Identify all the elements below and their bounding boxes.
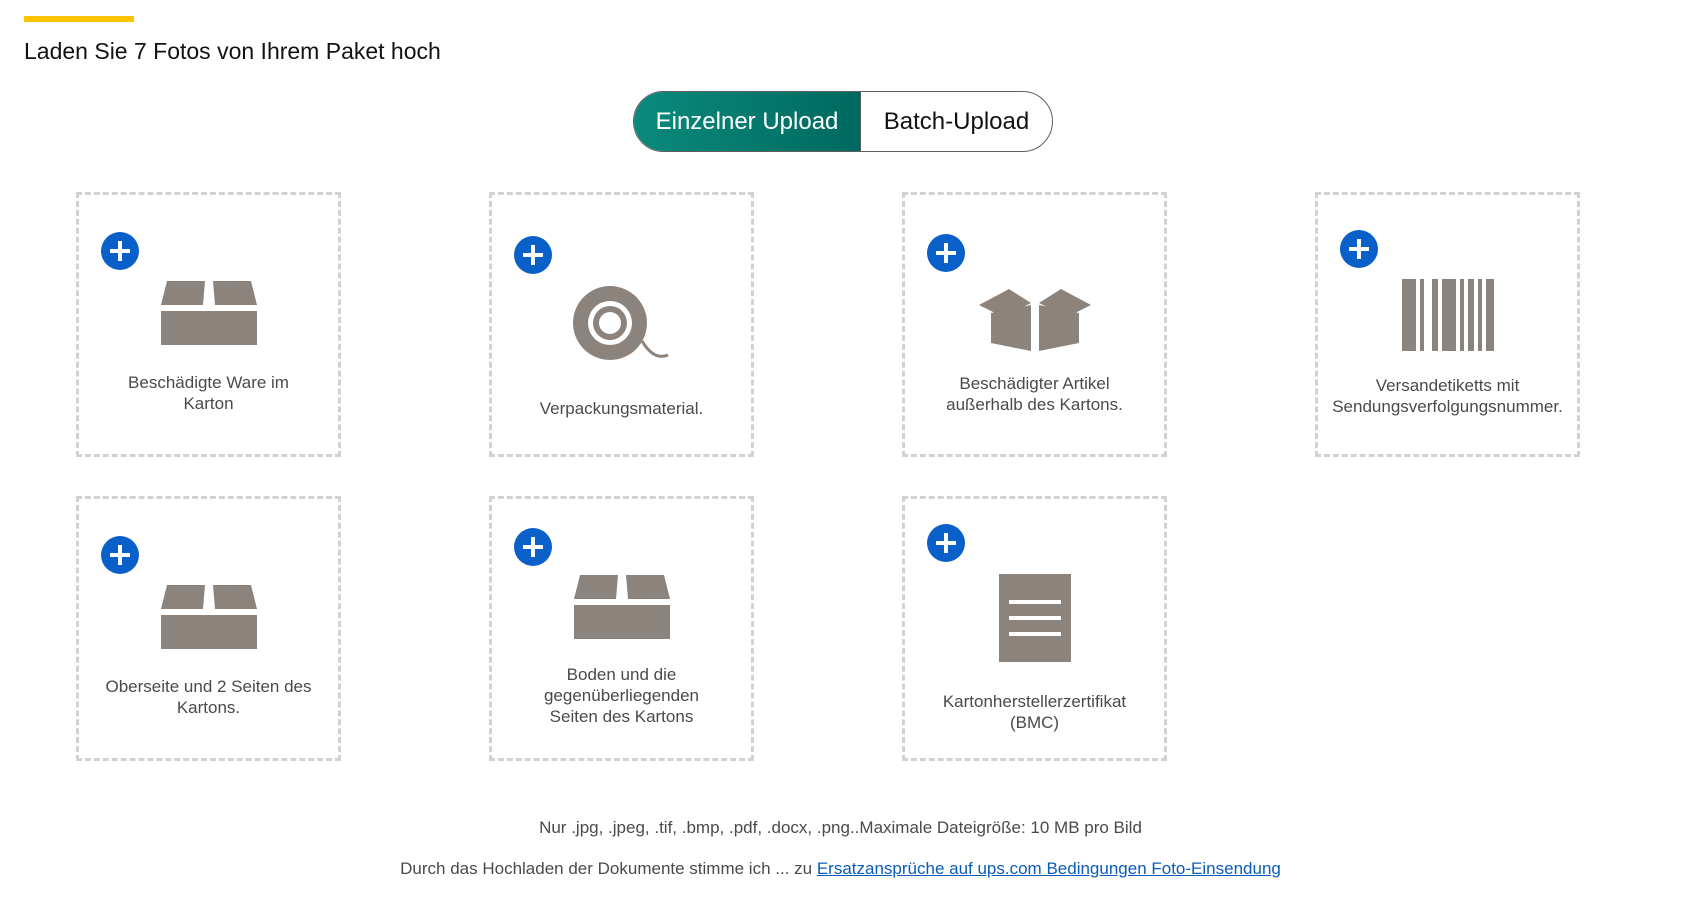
single-upload-tab[interactable]: Einzelner Upload [634, 92, 860, 151]
tile-label: Beschädigter Artikel außerhalb des Kartons. [946, 374, 1123, 414]
upload-tile-damaged-goods-in-box[interactable] [76, 192, 341, 457]
tile-label: Beschädigte Ware im Karton [128, 373, 289, 413]
add-photo-plus-icon[interactable] [514, 236, 552, 274]
upload-tile-packaging-material[interactable] [489, 192, 754, 457]
page-title: Laden Sie 7 Fotos von Ihrem Paket hoch [24, 38, 441, 64]
upload-tile-top-and-two-sides[interactable] [76, 496, 341, 761]
add-photo-plus-icon[interactable] [927, 524, 965, 562]
consent-text: Durch das Hochladen der Dokumente stimme ich ... zu [400, 859, 817, 878]
tile-label: Boden und die gegenüberliegenden Seiten des Kartons [543, 665, 700, 726]
add-photo-plus-icon[interactable] [927, 234, 965, 272]
consent-note [0, 859, 1681, 879]
upload-tile-box-maker-certificate[interactable] [902, 496, 1167, 761]
add-photo-plus-icon[interactable] [1340, 230, 1378, 268]
tile-label: Versandetiketts mit Sendungsverfolgungsnummer. [1332, 376, 1563, 416]
closed-box-icon [161, 585, 257, 649]
batch-upload-tab[interactable]: Batch-Upload [860, 92, 1052, 151]
closed-box-icon [574, 575, 670, 639]
closed-box-icon [161, 281, 257, 345]
tile-label: Oberseite und 2 Seiten des Kartons. [105, 677, 312, 717]
document-icon [999, 574, 1071, 662]
barcode-icon [1402, 279, 1494, 351]
add-photo-plus-icon[interactable] [514, 528, 552, 566]
terms-link[interactable]: Ersatzansprüche auf ups.com Bedingungen Foto-Einsendung [816, 859, 1281, 878]
upload-tile-bottom-and-opposite-sides[interactable] [489, 496, 754, 761]
header-accent-bar [24, 16, 134, 22]
tape-roll-icon [572, 285, 672, 363]
upload-tile-damaged-item-outside-box[interactable] [902, 192, 1167, 457]
upload-tile-shipping-labels[interactable] [1315, 192, 1580, 457]
file-type-note: Nur .jpg, .jpeg, .tif, .bmp, .pdf, .docx, .png..Maximale Dateigröße: 10 MB pro Bild [539, 818, 1142, 837]
tile-label: Verpackungsmaterial. [539, 399, 704, 418]
add-photo-plus-icon[interactable] [101, 536, 139, 574]
open-box-icon [979, 283, 1091, 351]
add-photo-plus-icon[interactable] [101, 232, 139, 270]
tile-label: Kartonherstellerzertifikat (BMC) [942, 692, 1127, 732]
upload-mode-toggle [633, 91, 1053, 152]
